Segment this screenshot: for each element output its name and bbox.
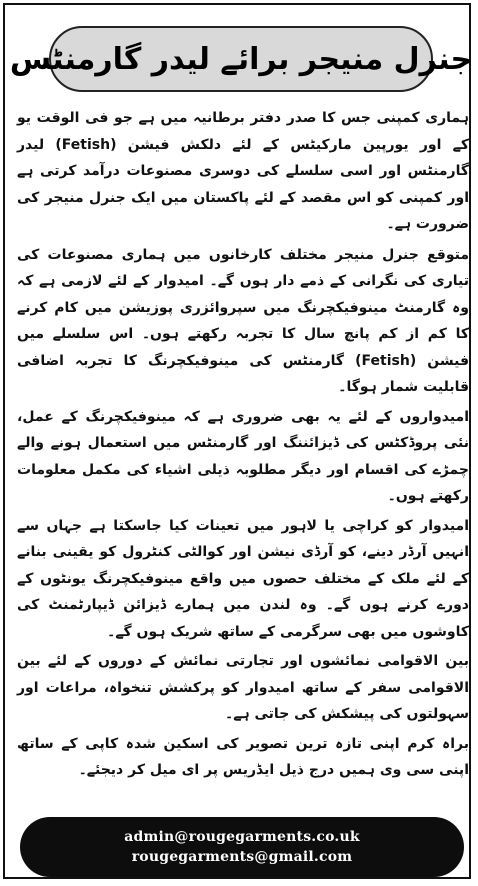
ad-title: جنرل منیجر برائے لیدر گارمنٹس [9,41,473,77]
paragraph-location: امیدوار کو کراچی یا لاہور میں تعینات کیا جاسکتا ہے جہاں سے انہیں آرڈر دینے، کو آرڈی نیشن اور کوالٹی کنٹرول کو یقینی بنانے کے لئے ملک کے مختلف حصوں میں واقع مینوفیکچرنگ یونٹوں کے دورے کرنے ہوں گے۔ وہ لندن میں ہمارے ڈیزائن ڈیپارٹمنٹ کی کاوشوں میں بھی سرگرمی کے ساتھ شریک ہوں گے۔ [17,517,469,640]
paragraph-responsibilities: متوقع جنرل منیجر مختلف کارخانوں میں ہماری مصنوعات کی تیاری کی نگرانی کے ذمے دار ہوں گے۔ امیدوار کے لئے لازمی ہے کہ وہ گارمنٹ مینوفیکچرنگ میں سپروائزری پوزیشن میں کام کرنے کا کم از کم پانچ سال کا تجربہ رکھتے ہوں۔ اس سلسلے میں فیشن (Fetish) گارمنٹس کی مینوفیکچرنگ کا تجربہ اضافی قابلیت شمار ہوگا۔ [17,246,469,395]
ad-border [3,3,471,879]
paragraph-requirements: امیدواروں کے لئے یہ بھی ضروری ہے کہ مینوفیکچرنگ کے عمل، نئی پروڈکٹس کی ڈیزائننگ اور گارمنٹس میں استعمال ہونے والے چمڑے کی اقسام اور دیگر مطلوبہ ذیلی اشیاء کی مکمل معلومات رکھتے ہوں۔ [17,408,469,504]
ad-body [17,105,469,787]
email-link-secondary[interactable]: rougegarments@gmail.com [131,849,353,865]
paragraph-benefits: بین الاقوامی نمائشوں اور تجارتی نمائش کے دوروں کے لئے بین الاقوامی سفر کے ساتھ امیدوار کو پرکشش تنخواہ، مراعات اور سہولتوں کی پیشکش کی جاتی ہے۔ [17,653,469,722]
title-banner [9,26,473,92]
email-link-primary[interactable]: admin@rougegarments.co.uk [124,829,360,845]
contact-banner [20,817,464,877]
paragraph-apply: براہ کرم اپنی تازہ ترین تصویر کی اسکین شدہ کاپی کے ساتھ اپنی سی وی ہمیں درج ذیل ایڈریس پر ای میل کر دیجئے۔ [17,735,469,778]
paragraph-company-intro: ہماری کمپنی جس کا صدر دفتر برطانیہ میں ہے جو فی الوقت یو کے اور یورپین مارکیٹس کے لئے دلکش فیشن (Fetish) لیدر گارمنٹس اور اسی سلسلے کی دوسری مصنوعات درآمد کرتی ہے اور کمپنی کو اس مقصد کے لئے پاکستان میں ایک جنرل منیجر کی ضرورت ہے۔ [17,110,469,232]
